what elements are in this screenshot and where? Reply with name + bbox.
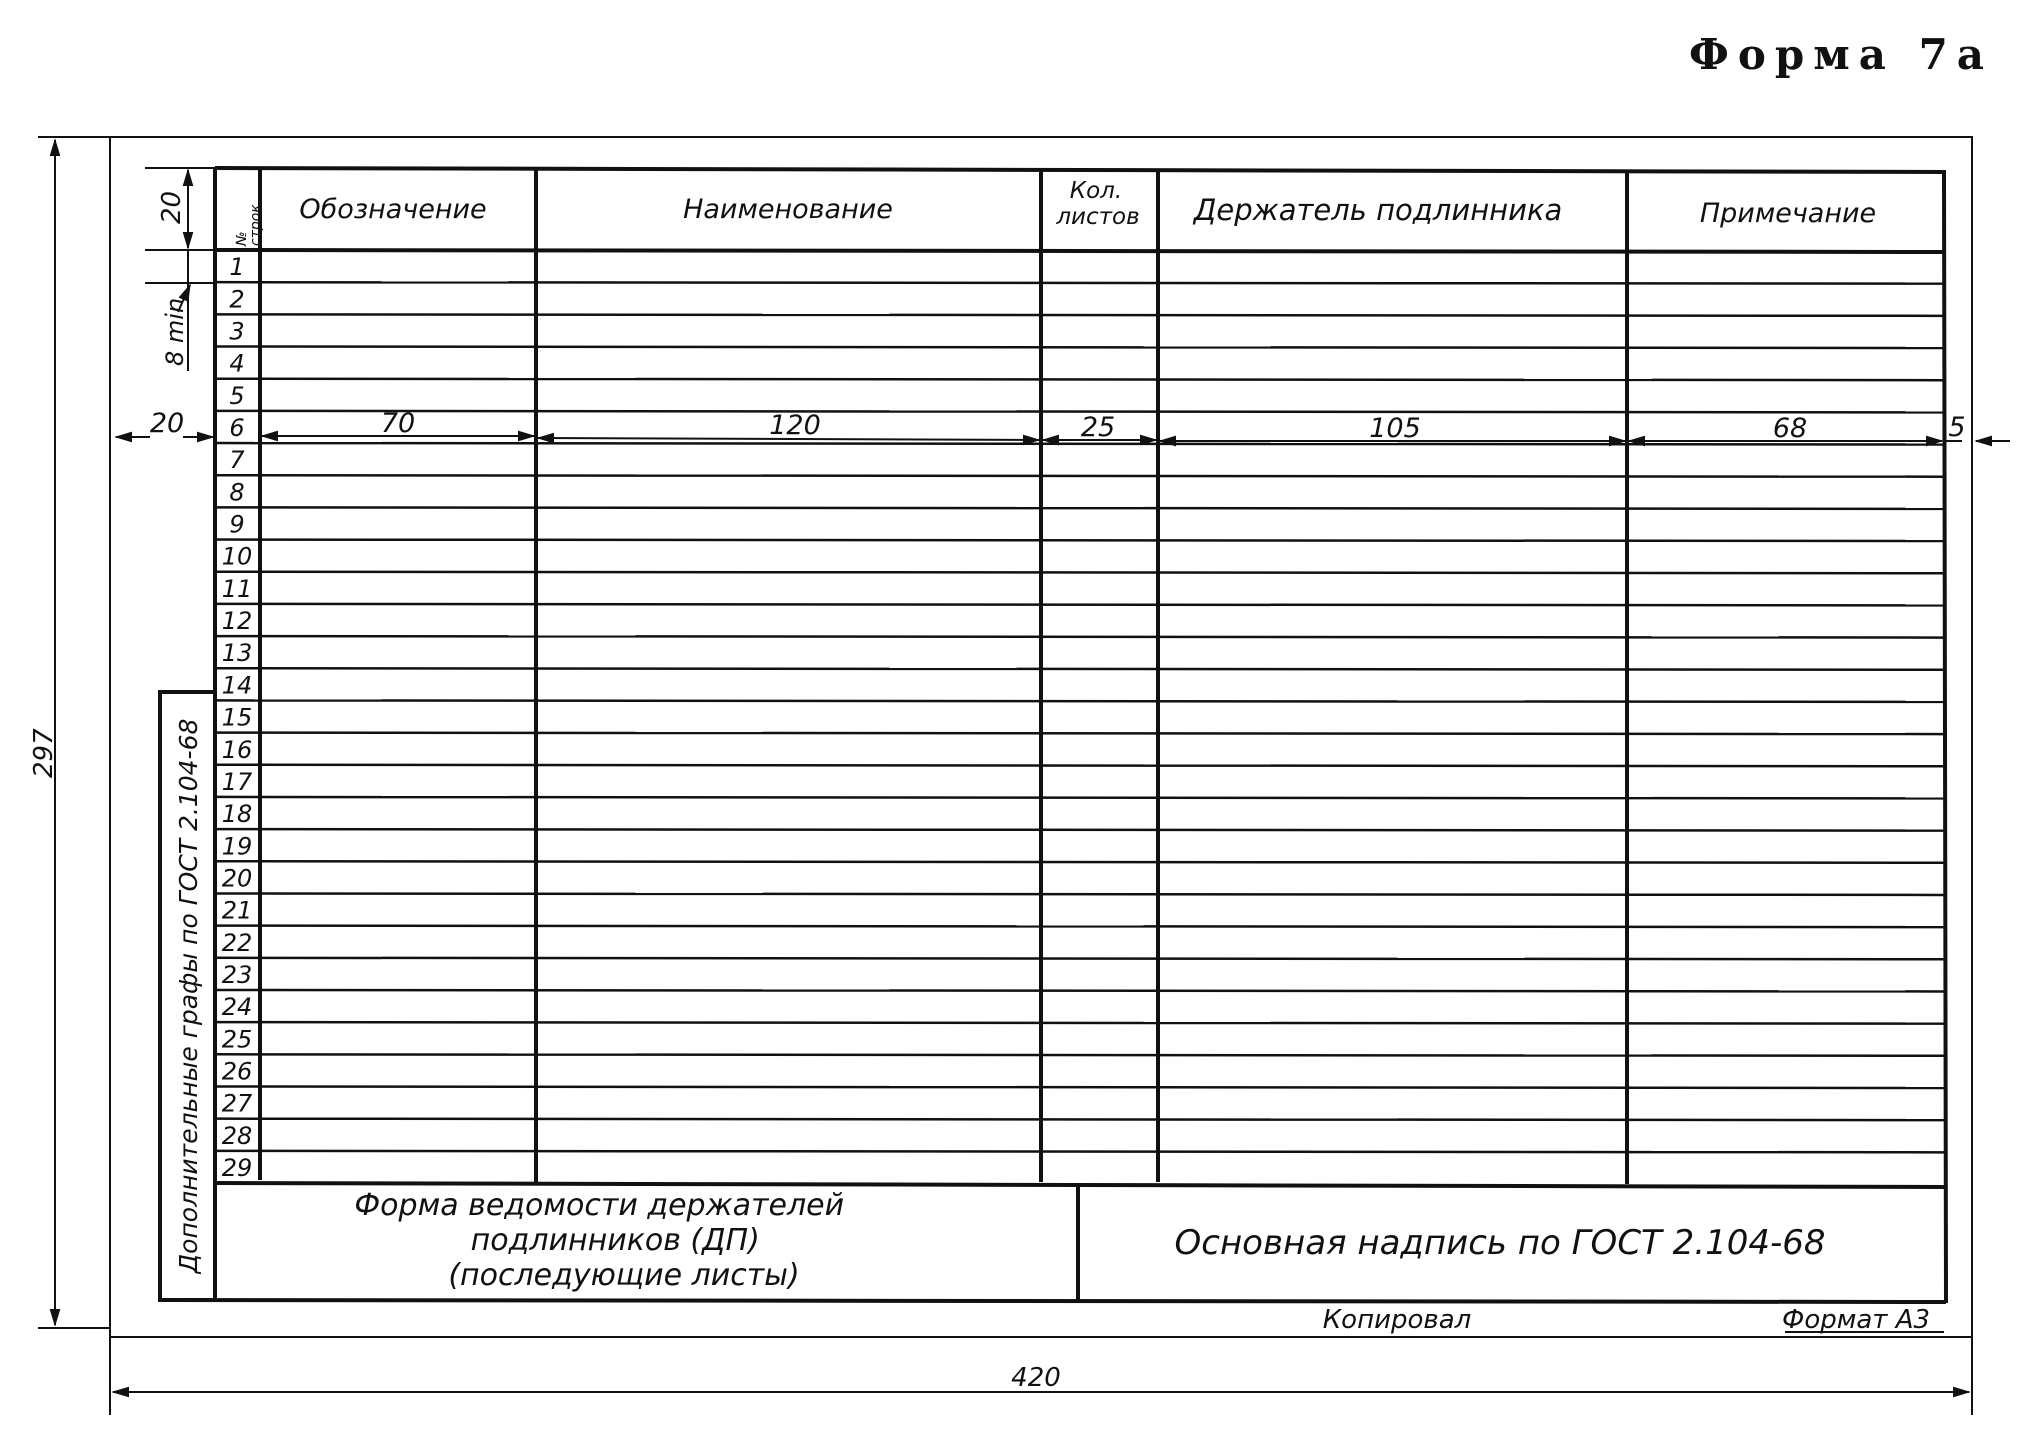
row-number: 17 [221,767,253,796]
row-line [215,990,1944,992]
row-line [215,958,1944,960]
footer-copied: Копировал [1322,1305,1472,1335]
row-line [215,700,1944,702]
dimension-sheet-width [110,1337,1972,1415]
dim-col-note: 68 [1772,413,1808,444]
dim-col-sheets: 25 [1080,412,1116,443]
row-number: 16 [221,735,253,764]
row-number: 27 [221,1089,253,1118]
row-line [215,829,1944,831]
row-numbers [222,253,253,1182]
row-line [215,926,1944,928]
row-number: 28 [221,1121,253,1150]
row-number: 8 [229,478,245,507]
row-line [215,282,1944,284]
row-number: 7 [229,446,245,475]
row-number: 19 [221,832,253,861]
row-number: 10 [221,542,253,571]
row-line [215,893,1944,895]
header-sheets: Кол. листов [1056,178,1140,230]
row-line [215,572,1944,574]
row-line [215,347,1944,349]
row-number: 14 [221,671,253,700]
title-block-left: Форма ведомости держателей подлинников (ДП) (последующие листы) [354,1188,845,1293]
side-text: Дополнительные графы по ГОСТ 2.104-68 [174,718,203,1274]
header-note: Примечание [1699,198,1877,229]
row-line [215,668,1944,670]
dim-sheet-height-label: 297 [29,728,59,778]
row-number: 12 [221,607,253,636]
row-line [215,314,1944,316]
row-number: 5 [229,381,245,410]
row-line [215,411,1944,413]
row-number: 24 [221,993,253,1022]
dim-col-holder: 105 [1369,413,1421,444]
row-line [215,861,1944,863]
row-number: 11 [221,574,253,603]
dimension-row-height [145,250,215,371]
row-lines [215,282,1944,1152]
row-number: 22 [221,928,253,957]
row-line [215,765,1944,767]
row-line [215,733,1944,735]
dimension-left-margin [116,408,213,439]
table-header [234,178,1876,247]
header-line [215,250,1944,252]
dim-row-height-label: 8 min [161,297,189,366]
inner-frame [215,168,1946,1303]
row-line [215,797,1944,799]
row-number: 29 [221,1154,253,1182]
row-number: 15 [221,703,253,732]
header-designation: Обозначение [299,194,487,225]
title-block-right: Основная надпись по ГОСТ 2.104-68 [1174,1223,1826,1263]
dim-col-name: 120 [769,410,821,441]
row-line [215,475,1944,477]
row-line [215,1054,1944,1056]
row-number: 23 [221,960,253,989]
row-line [215,443,1944,445]
row-number: 9 [229,510,245,539]
dim-header-height-label: 20 [157,190,187,224]
row-line [215,1119,1944,1121]
row-line [215,1022,1944,1024]
dimension-sheet-height [29,137,110,1328]
row-number: 4 [229,349,245,378]
row-number: 25 [221,1025,253,1054]
row-number: 18 [221,800,253,829]
row-number: 20 [221,864,253,893]
header-holder: Держатель подлинника [1193,193,1563,227]
row-number: 1 [229,253,245,282]
row-line [215,636,1944,638]
row-number: 13 [221,639,253,668]
row-number: 26 [221,1057,253,1086]
side-box [160,692,215,1300]
dim-sheet-width-label: 420 [1011,1363,1061,1393]
row-number: 2 [229,285,245,314]
footer-format: Формат А3 [1781,1305,1931,1335]
header-name: Наименование [683,194,893,225]
row-line [215,1086,1944,1088]
row-line [215,507,1944,509]
dim-right-margin: 5 [1948,412,1966,443]
row-line [215,604,1944,606]
row-number: 3 [229,317,245,346]
row-line [215,1151,1944,1153]
row-number: 6 [229,414,245,443]
row-line [215,540,1944,542]
form-label: Форма 7а [1689,30,1993,79]
dimension-header-height [145,168,215,250]
row-number: 21 [221,896,253,925]
dim-col-designation: 70 [380,408,416,439]
row-line [215,379,1944,381]
header-row-no: №строк [234,204,264,246]
dim-left-margin-label: 20 [149,408,185,439]
